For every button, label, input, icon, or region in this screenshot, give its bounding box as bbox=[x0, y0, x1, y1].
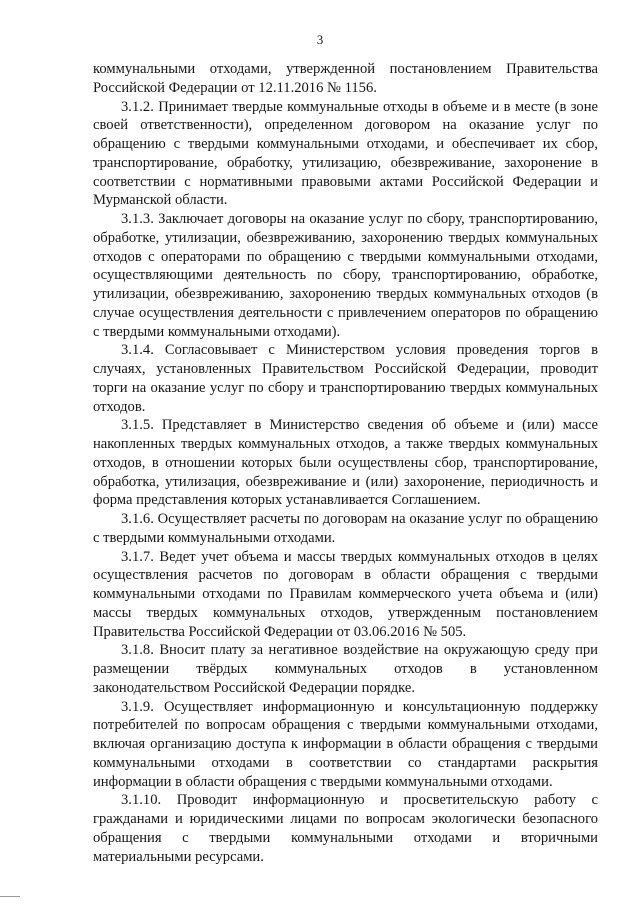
paragraph-3-1-10: 3.1.10. Проводит информационную и просветительскую работу с гражданами и юридическими лицами по вопросам экологически безопасного обращения с твердыми коммунальными отходами и вторичными материальными ресурсами. bbox=[93, 792, 598, 865]
paragraph-3-1-7: 3.1.7. Ведет учет объема и массы твердых коммунальных отходов в целях осуществления расчетов по договорам в области обращения с твердыми коммунальными отходами по Правилам коммерческого учета объема и (или) массы твердых коммунальных отходов, утвержденным постановлением Правительства Российской Федерации от 03.06.2016 № 505. bbox=[93, 548, 598, 640]
paragraph-3-1-8: 3.1.8. Вносит плату за негативное воздействие на окружающую среду при размещении твёрдых коммунальных отходов в установленном законодательством Российской Федерации порядке. bbox=[93, 642, 598, 696]
paragraph-3-1-3: 3.1.3. Заключает договоры на оказание услуг по сбору, транспортированию, обработке, утилизации, обезвреживанию, захоронению твердых коммунальных отходов с операторами по обращению с твердыми коммунальными отходами, осуществляющими деятельность по сбору, транспортированию, обработке, утилизации, обезвреживанию, захоронению твердых коммунальных отходов (в случае осуществления деятельности с привлечением операторов по обращению с твердыми коммунальными отходами). bbox=[93, 211, 598, 340]
page-edge-mark bbox=[0, 896, 20, 897]
paragraph-continuation: коммунальными отходами, утвержденной постановлением Правительства Российской Федерации от 12.11.2016 № 1156. bbox=[93, 61, 598, 96]
paragraph-3-1-4: 3.1.4. Согласовывает с Министерством условия проведения торгов в случаях, установленных Правительством Российской Федерации, проводит торги на оказание услуг по сбору и транспортированию твердых коммунальных отходов. bbox=[93, 342, 598, 415]
paragraph-3-1-5: 3.1.5. Представляет в Министерство сведения об объеме и (или) массе накопленных твердых коммунальных отходов, а также твердых коммунальных отходов, в отношении которых были осуществлены сбор, транспортирование, обработка, утилизация, обезвреживание и (или) захоронение, периодичность и форма представления которых устанавливается Соглашением. bbox=[93, 417, 598, 509]
paragraph-3-1-6: 3.1.6. Осуществляет расчеты по договорам на оказание услуг по обращению с твердыми коммунальными отходами. bbox=[93, 511, 598, 546]
document-body bbox=[93, 60, 598, 866]
page-number: 3 bbox=[316, 32, 324, 47]
paragraph-3-1-2: 3.1.2. Принимает твердые коммунальные отходы в объеме и в месте (в зоне своей ответственности), определенном договором на оказание услуг по обращению с твердыми коммунальными отходами, и обеспечивает их сбор, транспортирование, обработку, утилизацию, обезвреживание, захоронение в соответствии с нормативными правовыми актами Российской Федерации и Мурманской области. bbox=[93, 98, 598, 209]
paragraph-3-1-9: 3.1.9. Осуществляет информационную и консультационную поддержку потребителей по вопросам обращения с твердыми коммунальными отходами, включая организацию доступа к информации в области обращения с твердыми коммунальными отходами в соответствии со стандартами раскрытия информации в области обращения с твердыми коммунальными отходами. bbox=[93, 698, 598, 790]
